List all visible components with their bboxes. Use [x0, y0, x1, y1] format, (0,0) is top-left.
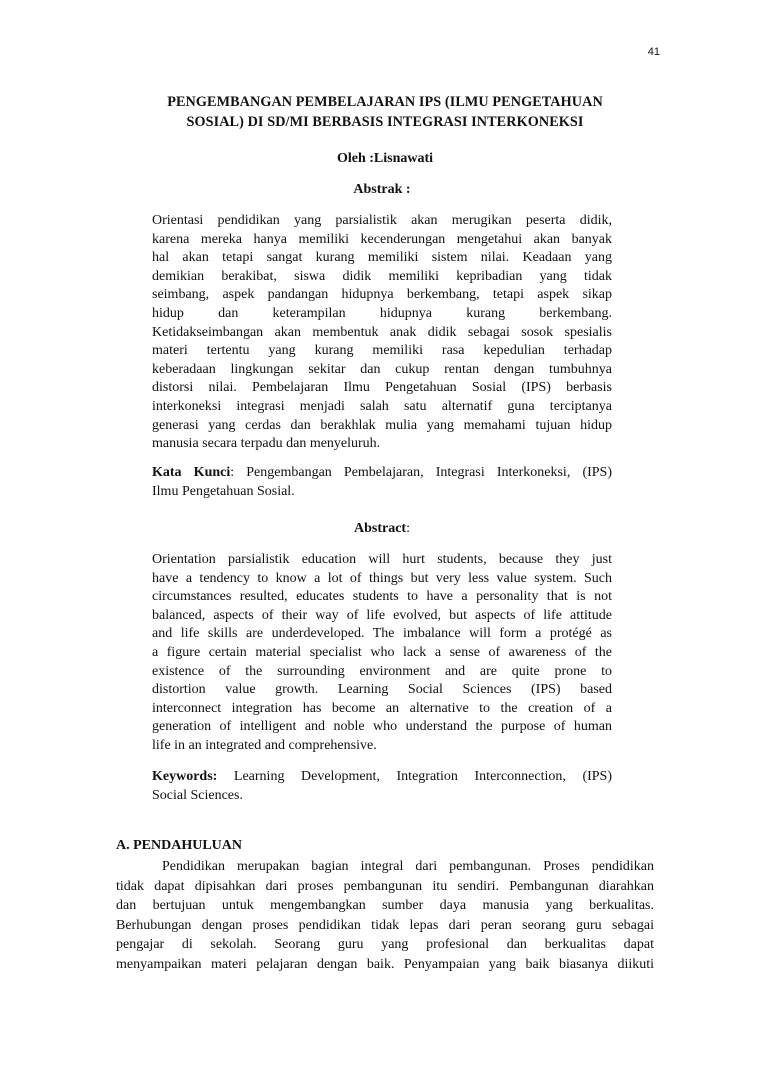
abstract-line: existence of the surrounding environment and are quite prone to: [152, 663, 612, 679]
kata-kunci-terms: : Pengembangan Pembelajaran, Integrasi Interkoneksi, (IPS): [230, 465, 612, 480]
body-line: dan bertujuan untuk mengembangkan sumber daya manusia yang berkualitas.: [116, 898, 654, 914]
keywords-line-2: Social Sciences.: [152, 787, 243, 803]
abstract-line: have a tendency to know a lot of things but very less value system. Such: [152, 570, 612, 586]
abstrak-line: generasi yang cerdas dan berakhlak mulia yang memahami tujuan hidup: [152, 417, 612, 433]
kata-kunci-label: Kata Kunci: [152, 465, 231, 480]
abstrak-line: karena mereka hanya memiliki kecenderungan mengetahui akan banyak: [152, 231, 612, 247]
body-line: tidak dapat dipisahkan dari proses pembangunan itu sendiri. Pembangunan diarahkan: [116, 878, 654, 894]
abstract-heading-label: Abstract: [354, 521, 407, 536]
abstrak-line: Orientasi pendidikan yang parsialistik akan merugikan peserta didik,: [152, 213, 612, 228]
abstrak-heading: Abstrak :: [353, 182, 411, 197]
abstrak-line: keberadaan lingkungan sekitar dan cukup rentan dengan tumbuhnya: [152, 361, 612, 377]
page-number: 41: [647, 46, 660, 58]
abstract-line: generation of intelligent and noble who understand the purpose of human: [152, 719, 612, 735]
abstract-paragraph: [152, 551, 612, 756]
abstrak-line: hidup dan keterampilan hidupnya kurang berkembang.: [152, 305, 612, 321]
abstract-line: life in an integrated and comprehensive.: [152, 737, 377, 753]
kata-kunci-line-1: [152, 464, 612, 483]
body-line: menyampaikan materi pelajaran dengan baik. Penyampaian yang baik biasanya diikuti: [116, 956, 654, 972]
abstract-line: Orientation parsialistik education will hurt students, because they just: [152, 552, 612, 567]
abstract-line: interconnect integration has become an alternative to the creation of a: [152, 700, 612, 716]
kata-kunci-line-2: Ilmu Pengetahuan Sosial.: [152, 483, 295, 499]
abstract-heading: [152, 519, 612, 539]
abstract-line: circumstances resulted, educates students to have a personality that is not: [152, 589, 612, 605]
keywords-line-1: [152, 768, 612, 787]
keywords-label: Keywords:: [152, 769, 218, 784]
author-line: Oleh :Lisnawati: [336, 151, 434, 166]
abstrak-paragraph: [152, 212, 612, 454]
abstract-line: balanced, aspects of their way of life evolved, but aspects of life attitude: [152, 607, 612, 623]
abstract-line: and life skills are underdeveloped. The imbalance will form a protégé as: [152, 626, 612, 642]
paper-title-line-1: PENGEMBANGAN PEMBELAJARAN IPS (ILMU PENGETAHUAN: [167, 94, 603, 110]
body-line: Berhubungan dengan proses pendidikan tidak lepas dari peran seorang guru sebagai: [116, 917, 654, 933]
abstrak-line: demikian berakibat, siswa didik memiliki kepribadian yang tidak: [152, 268, 612, 284]
abstract-line: distortion value growth. Learning Social Sciences (IPS) based: [152, 682, 612, 698]
abstrak-line: materi tertentu yang kurang memiliki rasa kepedulian terhadap: [152, 343, 612, 359]
keywords-terms: Learning Development, Integration Interconnection, (IPS): [217, 769, 612, 784]
body-line: Pendidikan merupakan bagian integral dari pembangunan. Proses pendidikan: [162, 859, 654, 874]
abstrak-line: hal akan tetapi sangat kurang memiliki sistem nilai. Keadaan yang: [152, 250, 612, 266]
kata-kunci-block: [152, 464, 612, 501]
abstrak-line: manusia secara terpadu dan menyeluruh.: [152, 436, 381, 452]
abstrak-line: seimbang, aspek pandangan hidupnya berkembang, tetapi aspek sikap: [152, 287, 612, 303]
keywords-block: [152, 768, 612, 805]
abstrak-line: Ketidakseimbangan akan membentuk anak didik sebagai sosok spesialis: [152, 324, 612, 340]
abstrak-line: distorsi nilai. Pembelajaran Ilmu Pengetahuan Sosial (IPS) berbasis: [152, 380, 612, 396]
body-paragraph: [116, 857, 654, 975]
paper-title: [140, 92, 630, 132]
abstrak-line: interkoneksi integrasi menjadi salah satu alternatif guna terciptanya: [152, 398, 612, 414]
section-heading: A. PENDAHULUAN: [116, 838, 242, 853]
paper-title-line-2: SOSIAL) DI SD/MI BERBASIS INTEGRASI INTERKONEKSI: [186, 114, 584, 130]
body-line: pengajar di sekolah. Seorang guru yang profesional dan berkualitas dapat: [116, 937, 654, 953]
abstract-heading-colon: :: [406, 521, 410, 536]
abstract-line: a figure certain material specialist who lack a sense of awareness of the: [152, 644, 612, 660]
